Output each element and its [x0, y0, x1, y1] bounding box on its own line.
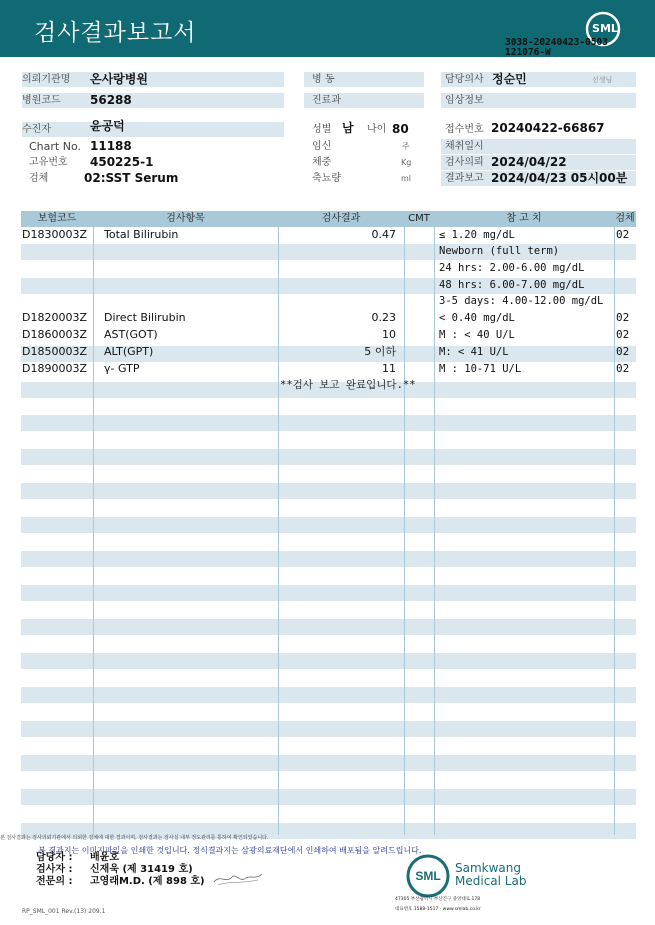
cell-insurance-code: D1860003Z: [22, 328, 87, 341]
weight-unit: Kg: [401, 158, 412, 167]
sml-logo-text: SML: [592, 22, 618, 35]
fine-print: 본 검사결과는 검사의뢰기관에서 의뢰한 검체에 대한 결과이며, 검사결과는 검사실 내부 정도관리를 통하여 확인되었습니다.: [0, 835, 269, 841]
table-stripe: [21, 517, 636, 533]
urine-label: 축뇨량: [312, 173, 341, 184]
column-divider: [614, 211, 615, 835]
cell-test-item: [104, 293, 274, 309]
th-reference: 참 고 치: [506, 213, 542, 224]
th-cmt: CMT: [408, 213, 430, 224]
cell-insurance-code: D1820003Z: [22, 311, 87, 324]
request-label: 검사의뢰: [441, 155, 636, 170]
cell-result: 0.47: [371, 228, 396, 241]
chart-label: Chart No.: [29, 140, 81, 153]
cell-specimen: 02: [616, 228, 630, 241]
cell-reference: 48 hrs: 6.00-7.00 mg/dL: [439, 279, 585, 291]
weight-label: 체중: [312, 157, 332, 168]
request-date: 2024/04/22: [491, 155, 567, 169]
th-item: 검사항목: [166, 213, 205, 224]
cell-insurance-code: [22, 293, 92, 309]
cell-specimen: [616, 260, 636, 276]
cell-specimen: [616, 293, 636, 309]
cell-result: [280, 277, 396, 293]
pregnancy-unit: 주: [402, 142, 410, 151]
chart-value: 11188: [90, 139, 132, 153]
table-stripe: [21, 619, 636, 635]
th-specimen: 검체: [615, 213, 635, 224]
table-stripe: [21, 687, 636, 703]
pregnancy-label: 임신: [312, 141, 332, 152]
cell-reference: < 0.40 mg/dL: [439, 312, 515, 324]
cell-insurance-code: [22, 260, 92, 276]
cell-reference: M: < 41 U/L: [439, 346, 509, 358]
receipt-label: 접수번호: [445, 124, 484, 135]
urine-unit: ml: [401, 174, 412, 183]
column-divider: [404, 211, 405, 835]
print-notice: 본 결과지는 이미지파일을 인쇄한 것입니다. 정식결과지는 삼광의료재단에서 인쇄하여 배포됨을 알려드립니다.: [38, 846, 422, 855]
th-result: 검사결과: [321, 213, 361, 224]
column-divider: [434, 211, 435, 835]
table-stripe: [21, 653, 636, 669]
table-stripe: [21, 585, 636, 601]
cell-specimen: 02: [616, 311, 630, 324]
table-stripe: [21, 449, 636, 465]
cell-specimen: [616, 243, 636, 259]
specialist-label: 전문의 :: [36, 876, 73, 887]
specimen-label: 검체: [29, 173, 49, 184]
cell-reference: 24 hrs: 2.00-6.00 mg/dL: [439, 262, 585, 274]
hospital-value: 온사랑병원: [90, 72, 148, 86]
cell-specimen: 02: [616, 362, 630, 375]
sex-value: 남: [342, 121, 354, 135]
cell-insurance-code: [22, 243, 92, 259]
hospital-label: 의뢰기관명: [22, 72, 284, 87]
cell-test-item: AST(GOT): [104, 328, 158, 341]
table-stripe: [21, 551, 636, 567]
doctor-label: 담당의사: [441, 72, 636, 87]
hospital-code-value: 56288: [90, 93, 132, 107]
cell-specimen: 02: [616, 328, 630, 341]
report-title: 검사결과보고서: [34, 20, 197, 46]
cell-reference: ≤ 1.20 mg/dL: [439, 229, 515, 241]
report-date: 2024/04/23 05시00분: [491, 171, 628, 185]
clinical-label: 임상정보: [441, 93, 636, 108]
th-code: 보험코드: [37, 213, 77, 224]
samkwang-logo-text: SML: [415, 869, 441, 883]
column-divider: [278, 211, 279, 835]
collect-label: 채취일시: [441, 139, 636, 154]
cell-insurance-code: D1850003Z: [22, 345, 87, 358]
id-label: 고유번호: [29, 157, 68, 168]
cell-test-item: ALT(GPT): [104, 345, 154, 358]
cell-reference: Newborn (full term): [439, 245, 560, 257]
patient-value: 윤공덕: [90, 119, 125, 133]
specialist-name: 고영래M.D. (제 898 호): [90, 876, 205, 887]
signature-image: [212, 868, 264, 888]
cell-test-item: [104, 243, 274, 259]
column-divider: [93, 211, 94, 835]
cell-test-item: Total Bilirubin: [104, 228, 179, 241]
cell-result: 5 이하: [364, 345, 396, 358]
cell-test-item: γ- GTP: [104, 362, 140, 375]
sex-label: 성별: [312, 124, 332, 135]
cell-result: [280, 243, 396, 259]
table-stripe: [21, 789, 636, 805]
report-label: 결과보고: [441, 171, 636, 186]
cell-result: 0.23: [371, 311, 396, 324]
cell-result: [280, 293, 396, 309]
cell-result: [280, 260, 396, 276]
specimen-value: 02:SST Serum: [84, 171, 179, 185]
report-header: [0, 0, 655, 57]
staff-name: 배윤호: [90, 852, 119, 863]
lab-address: 47305 부산광역시 부산진구 중앙대로 178: [395, 897, 481, 902]
cell-specimen: [616, 277, 636, 293]
cell-reference: M : 10-71 U/L: [439, 363, 522, 375]
ward-label: 병 동: [304, 72, 424, 87]
samkwang-logo-icon: [405, 853, 451, 899]
staff-label: 담당자 :: [36, 852, 73, 863]
cell-result: 10: [382, 328, 396, 341]
cell-test-item: Direct Bilirubin: [104, 311, 186, 324]
table-stripe: [21, 721, 636, 737]
cell-test-item: [104, 260, 274, 276]
doctor-value: 정순민: [492, 72, 527, 86]
doctor-suffix: 선생님: [592, 76, 613, 84]
cell-insurance-code: D1890003Z: [22, 362, 87, 375]
form-revision: RP_SML_001 Rev.(13) 209.1: [22, 908, 106, 915]
receipt-value: 20240422-66867: [491, 121, 605, 135]
table-stripe: [21, 415, 636, 431]
cell-reference: M : < 40 U/L: [439, 329, 515, 341]
lab-contact: 대표번호 1588-1517 · www.smlab.co.kr: [395, 907, 481, 912]
table-stripe: [21, 755, 636, 771]
tester-label: 검사자 :: [36, 864, 73, 875]
age-label: 나이: [367, 124, 387, 135]
cell-insurance-code: [22, 277, 92, 293]
cell-test-item: [104, 277, 274, 293]
cell-result: 11: [382, 362, 396, 375]
table-stripe: [21, 483, 636, 499]
cell-insurance-code: D1830003Z: [22, 228, 87, 241]
id-value: 450225-1: [90, 155, 154, 169]
document-number: 3038-20240423-0503 121076-W: [505, 37, 608, 58]
dept-label: 진료과: [304, 93, 424, 108]
age-value: 80: [392, 122, 409, 136]
report-complete-note: **검사 보고 완료입니다.**: [280, 379, 416, 391]
lab-name: Samkwang Medical Lab: [455, 861, 527, 888]
hospital-code-label: 병원코드: [22, 93, 284, 108]
patient-label: 수진자: [22, 122, 284, 137]
cell-specimen: 02: [616, 345, 630, 358]
cell-reference: 3-5 days: 4.00-12.00 mg/dL: [439, 295, 604, 307]
tester-name: 신재욱 (제 31419 호): [90, 864, 193, 875]
